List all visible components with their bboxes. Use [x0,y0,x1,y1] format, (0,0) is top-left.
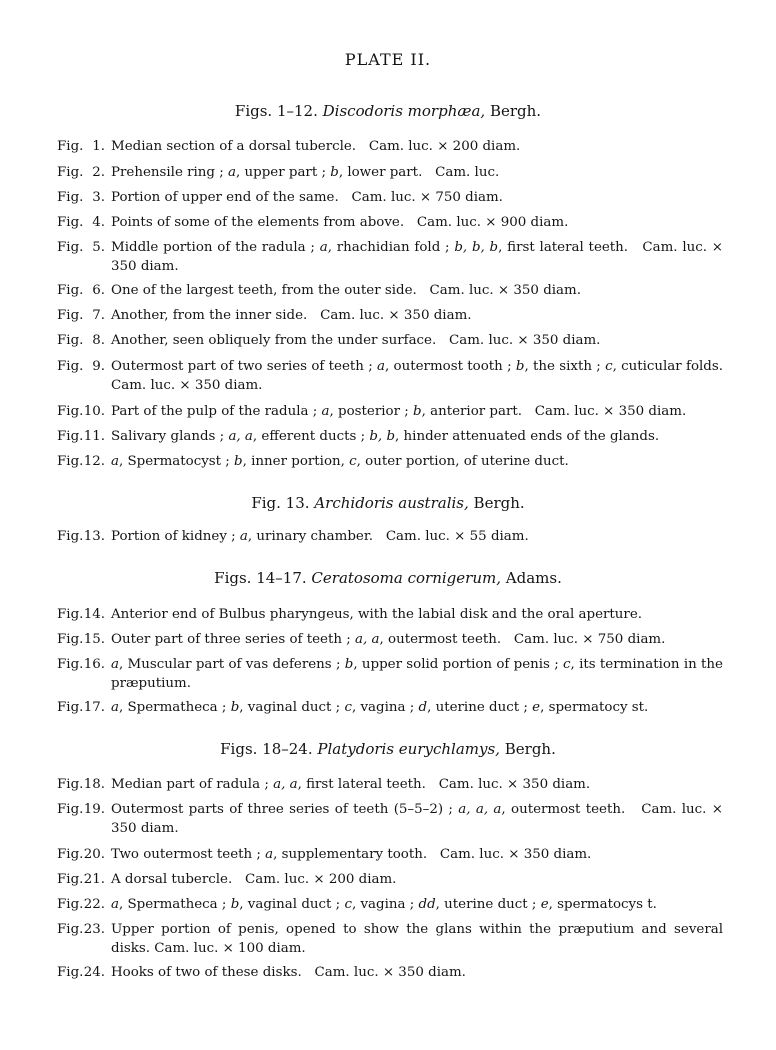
section-author: Bergh. [473,494,525,512]
section-species: Discodoris morphæa, [322,102,486,120]
figure-caption [57,655,723,693]
figure-caption [57,920,723,958]
section-species: Ceratosoma cornigerum, [311,569,501,587]
figure-number: 22. [83,897,105,912]
section-heading [0,569,776,587]
figure-number: 19. [83,802,105,817]
figure-number: 1. [92,139,105,154]
figure-label: Fig. [57,139,84,154]
figure-text: Portion of upper end of the same. Cam. luc. × 750 diam. [111,190,503,205]
figure-label: Fig. [57,802,84,817]
figure-text: Salivary glands ; a, a, efferent ducts ; b, b, hinder attenuated ends of the glands. [111,429,660,444]
figure-text: a, Muscular part of vas deferens ; b, upper solid portion of penis ; c, its termination in the præputium. [111,657,723,691]
figure-label: Fig. [57,240,84,255]
figure-caption [57,137,723,156]
figure-label: Fig. [57,632,84,647]
figure-text: a, Spermatocyst ; b, inner portion, c, outer portion, of uterine duct. [111,454,569,469]
figure-caption [57,800,723,838]
figure-label: Fig. [57,215,84,230]
section-heading [0,494,776,512]
figure-caption [57,845,723,864]
figure-number: 13. [83,529,105,544]
figure-text: Middle portion of the radula ; a, rhachidian fold ; b, b, b, first lateral teeth. Cam. luc. × 350 diam. [111,240,724,274]
section-fig-range: Figs. 1–12. [234,102,318,120]
figure-caption [57,402,723,421]
figure-number: 20. [83,847,105,862]
figure-text: Two outermost teeth ; a, supplementary tooth. Cam. luc. × 350 diam. [111,847,592,862]
figure-text: Outermost part of two series of teeth ; a, outermost tooth ; b, the sixth ; c, cuticular folds. Cam. luc. × 350 diam. [111,359,723,393]
figure-label: Fig. [57,922,84,937]
figure-number: 14. [83,607,105,622]
figure-label: Fig. [57,165,84,180]
figure-number: 15. [83,632,105,647]
figure-number: 3. [92,190,105,205]
figure-text: One of the largest teeth, from the outer side. Cam. luc. × 350 diam. [111,283,581,298]
figure-caption [57,605,723,624]
figure-text: a, Spermatheca ; b, vaginal duct ; c, vagina ; d, uterine duct ; e, spermatocy st. [111,700,649,715]
section-author: Bergh. [504,740,556,758]
figure-label: Fig. [57,847,84,862]
figure-label: Fig. [57,333,84,348]
figure-label: Fig. [57,777,84,792]
figure-caption [57,870,723,889]
figure-text: Part of the pulp of the radula ; a, posterior ; b, anterior part. Cam. luc. × 350 diam. [111,404,687,419]
figure-number: 12. [83,454,105,469]
figure-label: Fig. [57,429,84,444]
figure-number: 2. [92,165,105,180]
figure-number: 4. [92,215,105,230]
figure-label: Fig. [57,283,84,298]
plate-title: PLATE II. [344,50,432,69]
figure-label: Fig. [57,529,84,544]
section-fig-range: Figs. 18–24. [220,740,313,758]
figure-label: Fig. [57,657,84,672]
figure-number: 11. [83,429,105,444]
figure-caption [57,775,723,794]
figure-label: Fig. [57,190,84,205]
figure-caption [57,306,723,325]
figure-text: Portion of kidney ; a, urinary chamber. Cam. luc. × 55 diam. [111,529,529,544]
figure-number: 5. [92,240,105,255]
section-author: Bergh. [489,102,542,120]
figure-number: 23. [83,922,105,937]
figure-number: 9. [92,359,105,374]
figure-label: Fig. [57,454,84,469]
figure-text: Points of some of the elements from above. Cam. luc. × 900 diam. [111,215,569,230]
figure-caption [57,630,723,649]
figure-label: Fig. [57,965,84,980]
figure-number: 24. [83,965,105,980]
figure-caption [57,452,723,471]
figure-text: Another, from the inner side. Cam. luc. × 350 diam. [111,308,472,323]
figure-text: Hooks of two of these disks. Cam. luc. × 350 diam. [111,965,466,980]
figure-number: 8. [92,333,105,348]
section-fig-range: Fig. 13. [251,494,310,512]
figure-text: a, Spermatheca ; b, vaginal duct ; c, vagina ; dd, uterine duct ; e, spermatocys t. [111,897,657,912]
figure-label: Fig. [57,404,84,419]
figure-caption [57,357,723,395]
figure-label: Fig. [57,607,84,622]
figure-caption [57,331,723,350]
figure-text: Outermost parts of three series of teeth (5–5–2) ; a, a, a, outermost teeth. Cam. luc. × 350 diam. [111,802,723,836]
figure-text: Outer part of three series of teeth ; a, a, outermost teeth. Cam. luc. × 750 diam. [111,632,666,647]
section-species: Archidoris australis, [314,494,469,512]
figure-caption [57,281,723,300]
figure-text: A dorsal tubercle. Cam. luc. × 200 diam. [111,872,397,887]
figure-caption [57,698,723,717]
figure-label: Fig. [57,359,84,374]
figure-number: 18. [83,777,105,792]
figure-caption [57,213,723,232]
figure-caption [57,527,723,546]
figure-text: Median part of radula ; a, a, first lateral teeth. Cam. luc. × 350 diam. [111,777,591,792]
figure-text: Anterior end of Bulbus pharyngeus, with the labial disk and the oral aperture. [111,607,643,622]
figure-number: 21. [83,872,105,887]
figure-number: 17. [83,700,105,715]
figure-number: 10. [83,404,105,419]
figure-caption [57,188,723,207]
section-heading [0,740,776,758]
section-fig-range: Figs. 14–17. [214,569,307,587]
figure-number: 7. [92,308,105,323]
figure-caption [57,238,723,276]
figure-caption [57,427,723,446]
figure-text: Median section of a dorsal tubercle. Cam. luc. × 200 diam. [111,139,521,154]
figure-number: 16. [83,657,105,672]
section-author: Adams. [505,569,562,587]
figure-label: Fig. [57,872,84,887]
figure-caption [57,895,723,914]
figure-label: Fig. [57,700,84,715]
figure-number: 6. [92,283,105,298]
figure-text: Another, seen obliquely from the under surface. Cam. luc. × 350 diam. [111,333,601,348]
figure-caption [57,163,723,182]
figure-text: Prehensile ring ; a, upper part ; b, lower part. Cam. luc. [111,165,500,180]
figure-label: Fig. [57,308,84,323]
figure-text: Upper portion of penis, opened to show the glans within the præputium and several disks. Cam. luc. × 100 diam. [111,922,723,956]
section-heading [0,102,776,120]
figure-label: Fig. [57,897,84,912]
section-species: Platydoris eurychlamys, [317,740,500,758]
figure-caption [57,963,723,982]
